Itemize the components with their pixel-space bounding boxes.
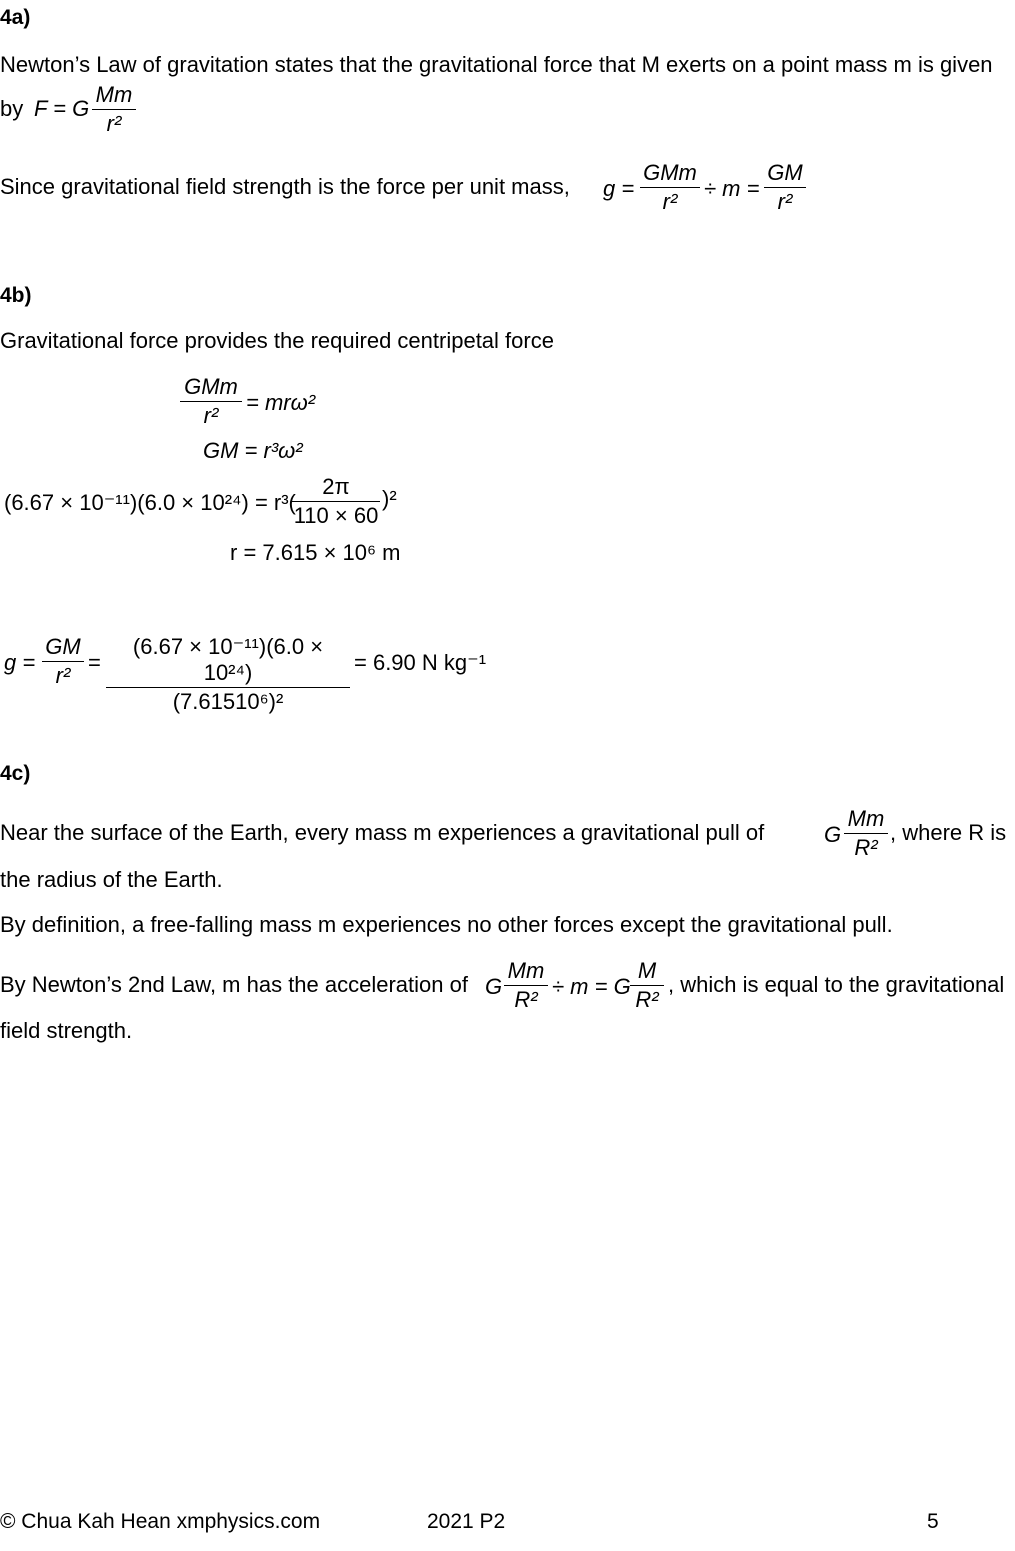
fraction-numerator: GMm bbox=[643, 160, 697, 185]
footer-page-number: 5 bbox=[927, 1510, 939, 1533]
q4a-line2-prefix: by bbox=[0, 96, 24, 121]
q4a-eq-g-fraction-1 bbox=[640, 160, 700, 215]
q4c-line4-tail: , which is equal to the gravitational bbox=[668, 972, 1005, 997]
q4c-line1-fraction bbox=[844, 806, 888, 861]
q4c-line4-G: G bbox=[485, 974, 503, 999]
fraction-denominator: r² bbox=[106, 111, 122, 136]
fraction-numerator: Mm bbox=[847, 806, 885, 831]
q4b-eq2: GM = r³ω² bbox=[203, 438, 303, 463]
q4c-line4-fraction-2 bbox=[630, 958, 664, 1013]
q4c-line4-fraction-1 bbox=[504, 958, 548, 1013]
q4a-eq-g-fraction-2 bbox=[764, 160, 806, 215]
footer-copyright: © Chua Kah Hean xmphysics.com bbox=[0, 1510, 321, 1533]
fraction-denominator: r² bbox=[203, 403, 219, 428]
q4a-line3: Since gravitational field strength is the force per unit mass, bbox=[0, 174, 570, 199]
fraction-numerator: (6.67 × 10⁻¹¹)(6.0 × 10²⁴) bbox=[132, 634, 324, 685]
fraction-numerator: GM bbox=[767, 160, 803, 185]
q4c-line1-G: G bbox=[824, 822, 842, 847]
fraction-denominator: r² bbox=[55, 663, 71, 688]
fraction-numerator: GM bbox=[45, 634, 81, 659]
fraction-numerator: Mm bbox=[507, 958, 545, 983]
fraction-denominator: R² bbox=[854, 835, 878, 860]
heading-4c: 4c) bbox=[0, 762, 31, 785]
q4b-line1: Gravitational force provides the required centripetal force bbox=[0, 328, 554, 353]
q4c-line1-tail: , where R is bbox=[890, 820, 1007, 845]
fraction-numerator: 2π bbox=[322, 474, 350, 499]
q4b-eq5-rhs: = 6.90 N kg⁻¹ bbox=[354, 650, 487, 675]
q4b-eq4: r = 7.615 × 10⁶ m bbox=[230, 540, 401, 565]
q4c-line4-mid: ÷ m = G bbox=[552, 974, 631, 999]
footer-paper: 2021 P2 bbox=[427, 1510, 506, 1533]
fraction-denominator: R² bbox=[635, 987, 659, 1012]
q4c-line2: the radius of the Earth. bbox=[0, 867, 223, 892]
q4b-eq3-rhs: )² bbox=[382, 486, 397, 511]
q4c-line4-prefix: By Newton’s 2nd Law, m has the acceleration of bbox=[0, 972, 468, 997]
q4b-eq5-fraction-2 bbox=[106, 634, 350, 715]
q4b-eq5-equals: = bbox=[88, 650, 101, 675]
q4a-eq-F: F = G bbox=[34, 96, 90, 121]
q4c-line5: field strength. bbox=[0, 1018, 133, 1043]
fraction-numerator: M bbox=[637, 958, 657, 983]
heading-4a: 4a) bbox=[0, 6, 31, 29]
q4a-eq-g-lhs: g = bbox=[603, 176, 635, 201]
fraction-denominator: (7.61510⁶)² bbox=[172, 689, 284, 714]
fraction-numerator: Mm bbox=[95, 82, 133, 107]
fraction-denominator: r² bbox=[777, 189, 793, 214]
q4b-eq1-fraction bbox=[180, 374, 242, 429]
heading-4b: 4b) bbox=[0, 284, 32, 307]
fraction-denominator: r² bbox=[662, 189, 678, 214]
fraction-denominator: R² bbox=[514, 987, 538, 1012]
q4b-eq3-lhs: (6.67 × 10⁻¹¹)(6.0 × 10²⁴) = r³( bbox=[4, 490, 296, 515]
fraction-denominator: 110 × 60 bbox=[293, 503, 379, 528]
q4c-line3: By definition, a free-falling mass m experiences no other forces except the gravitational pull. bbox=[0, 912, 893, 937]
q4b-eq5-fraction-1 bbox=[42, 634, 84, 689]
q4a-eq-F-fraction bbox=[92, 82, 136, 137]
q4b-eq3-fraction bbox=[292, 474, 380, 529]
q4a-line1: Newton’s Law of gravitation states that the gravitational force that M exerts on a point mass m is given bbox=[0, 52, 993, 77]
q4c-line1: Near the surface of the Earth, every mass m experiences a gravitational pull of bbox=[0, 820, 765, 845]
q4b-eq5-lhs: g = bbox=[4, 650, 36, 675]
q4b-eq1-rhs: = mrω² bbox=[246, 390, 316, 415]
fraction-numerator: GMm bbox=[184, 374, 238, 399]
q4a-eq-g-mid: ÷ m = bbox=[704, 176, 760, 201]
